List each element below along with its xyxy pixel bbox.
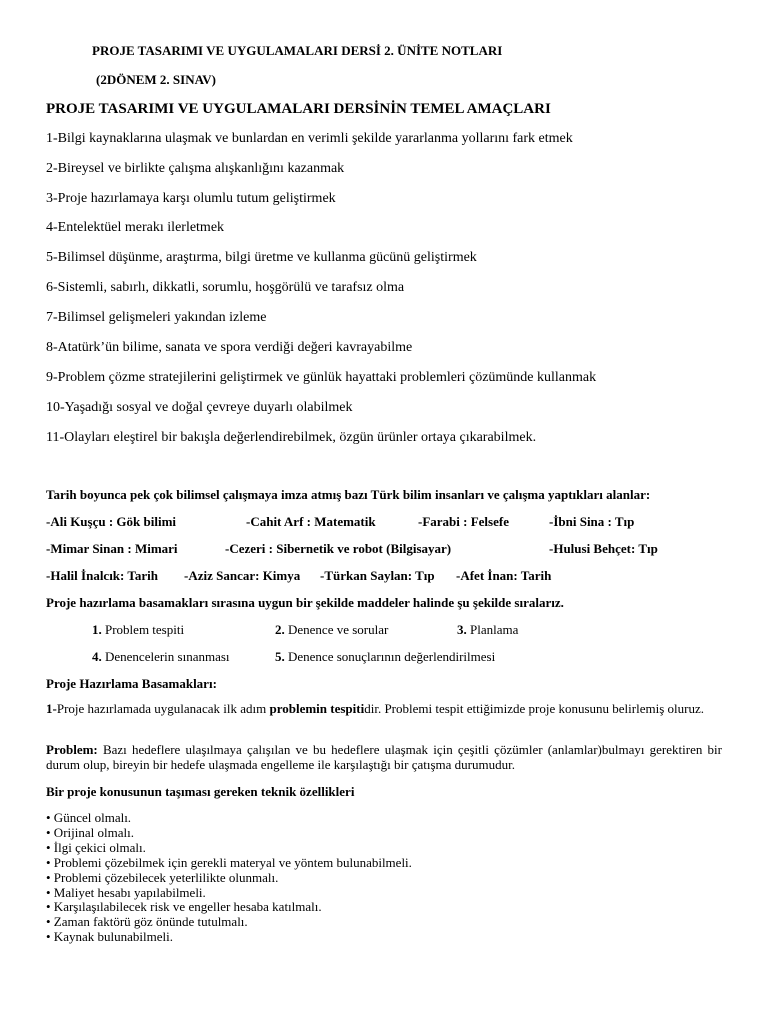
aim-item-3: 3-Proje hazırlamaya karşı olumlu tutum geliştirmek xyxy=(46,191,336,206)
feature-item: • Güncel olmalı. xyxy=(46,810,132,825)
scientist-entry: -Aziz Sancar: Kimya xyxy=(184,568,301,583)
aim-item-10: 10-Yaşadığı sosyal ve doğal çevreye duyarlı olabilmek xyxy=(46,400,353,415)
aims-heading: PROJE TASARIMI VE UYGULAMALARI DERSİNİN TEMEL AMAÇLARI xyxy=(46,101,551,117)
aim-item-9: 9-Problem çözme stratejilerini geliştirmek ve günlük hayattaki problemleri çözümünde kullanmak xyxy=(46,370,597,385)
scientist-entry: -Farabi : Felsefe xyxy=(418,514,509,529)
feature-item: • Zaman faktörü göz önünde tutulmalı. xyxy=(46,914,248,930)
scientist-entry: -Ali Kuşçu : Gök bilimi xyxy=(46,514,177,529)
aim-item-5: 5-Bilimsel düşünme, araştırma, bilgi üretme ve kullanma gücünü geliştirmek xyxy=(46,250,477,265)
aim-item-6: 6-Sistemli, sabırlı, dikkatli, sorumlu, hoşgörülü ve tarafsız olma xyxy=(46,280,405,295)
scientist-entry: -İbni Sina : Tıp xyxy=(549,514,635,529)
features-heading: Bir proje konusunun taşıması gereken teknik özellikleri xyxy=(46,784,355,799)
scientist-entry: -Mimar Sinan : Mimari xyxy=(46,541,178,556)
step-item: 2. Denence ve sorular xyxy=(275,622,389,637)
document-subtitle: (2DÖNEM 2. SINAV) xyxy=(96,72,217,87)
features-list xyxy=(46,811,412,945)
aim-item-8: 8-Atatürk’ün bilime, sanata ve spora verdiği değeri kavrayabilme xyxy=(46,340,413,355)
feature-item: • İlgi çekici olmalı. xyxy=(46,839,146,855)
feature-item: • Maliyet hesabı yapılabilmeli. xyxy=(46,884,206,900)
scientist-entry: -Afet İnan: Tarih xyxy=(456,568,552,583)
feature-item: • Orijinal olmalı. xyxy=(46,824,134,840)
document-title: PROJE TASARIMI VE UYGULAMALARI DERSİ 2. ÜNİTE NOTLARI xyxy=(92,43,503,58)
aim-item-1: 1-Bilgi kaynaklarına ulaşmak ve bunlardan en verimli şekilde yararlanma yollarını fark etmek xyxy=(46,131,573,146)
aim-item-2: 2-Bireysel ve birlikte çalışma alışkanlığını kazanmak xyxy=(46,161,345,176)
feature-item: • Karşılaşılabilecek risk ve engeller hesaba katılmalı. xyxy=(46,899,322,915)
aim-item-4: 4-Entelektüel merakı ilerletmek xyxy=(46,220,225,235)
steps-intro: Proje hazırlama basamakları sırasına uygun bir şekilde maddeler halinde şu şekilde sıralarız. xyxy=(46,595,564,610)
step-item: 4. Denencelerin sınanması xyxy=(92,649,230,664)
problem-definition: Problem: Bazı hedeflere ulaşılmaya çalışılan ve bu hedeflere ulaşmak için çeşitli çözümler (anlamlar)bulmayı gerektiren bir durum olup, bireyin bir hedefe ulaşmada engelleme ile karşılaştığı bir çatışma durumudur. xyxy=(46,742,722,772)
basamaklar-heading: Proje Hazırlama Basamakları: xyxy=(46,676,217,691)
scientists-intro: Tarih boyunca pek çok bilimsel çalışmaya imza atmış bazı Türk bilim insanları ve çalışma yaptıkları alanlar: xyxy=(46,487,651,502)
scientist-entry: -Cahit Arf : Matematik xyxy=(246,514,376,529)
scientist-entry: -Hulusi Behçet: Tıp xyxy=(549,541,658,556)
feature-item: • Kaynak bulunabilmeli. xyxy=(46,929,173,945)
aim-item-11: 11-Olayları eleştirel bir bakışla değerlendirebilmek, özgün ürünler ortaya çıkarabilmek. xyxy=(46,430,537,445)
aim-item-7: 7-Bilimsel gelişmeleri yakından izleme xyxy=(46,310,267,325)
basamaklar-paragraph-1: 1-Proje hazırlamada uygulanacak ilk adım problemin tespitidir. Problemi tespit ettiğimizde proje konusunu belirlemiş oluruz. xyxy=(46,701,704,716)
scientist-entry: -Cezeri : Sibernetik ve robot (Bilgisayar) xyxy=(225,541,452,556)
scientist-entry: -Halil İnalcık: Tarih xyxy=(46,568,158,583)
step-item: 1. Problem tespiti xyxy=(92,622,185,637)
feature-item: • Problemi çözebilecek yeterlilikte olunmalı. xyxy=(46,869,279,885)
scientist-entry: -Türkan Saylan: Tıp xyxy=(320,568,435,583)
feature-item: • Problemi çözebilmek için gerekli materyal ve yöntem bulunabilmeli. xyxy=(46,854,412,870)
step-item: 5. Denence sonuçlarının değerlendirilmesi xyxy=(275,649,496,664)
step-item: 3. Planlama xyxy=(457,622,519,637)
